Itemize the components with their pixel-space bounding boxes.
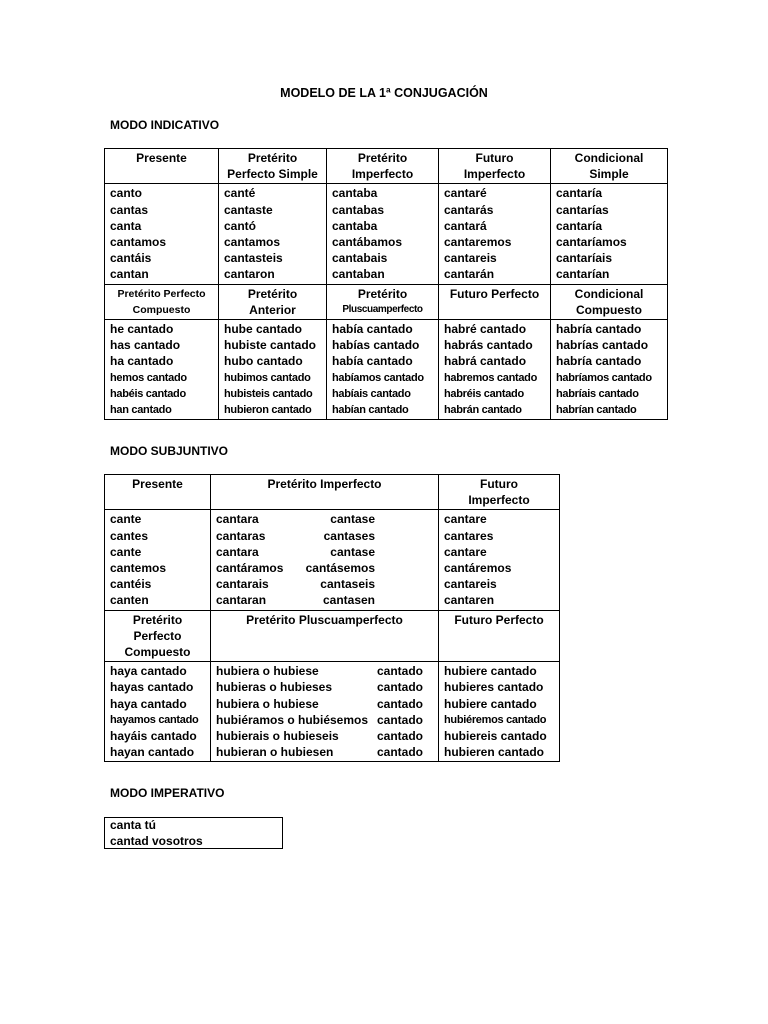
verb-form: habías cantado — [332, 338, 420, 353]
conjugation-cell — [439, 510, 560, 610]
verb-form: cantases — [323, 528, 375, 543]
subjuntivo-table — [104, 474, 560, 762]
verb-form: cante — [110, 544, 142, 559]
verb-form-pair — [216, 544, 433, 560]
verb-form: habían cantado — [332, 404, 409, 417]
verb-form: habíais cantado — [332, 387, 411, 400]
verb-form: cantaré — [444, 186, 487, 201]
indicativo-heading: MODO INDICATIVO — [110, 118, 220, 132]
verb-form-pair — [216, 576, 433, 592]
verb-form: hubiereis cantado — [444, 729, 547, 744]
verb-form: cantaron — [224, 267, 275, 282]
indicativo-header-cell — [105, 149, 219, 184]
verb-form: cantáramos — [216, 561, 284, 576]
indicativo-compound-forms-row — [105, 320, 668, 420]
verb-form: haya cantado — [110, 664, 187, 679]
header-line: Anterior — [249, 302, 296, 317]
header-line: Pretérito — [357, 151, 408, 165]
subjuntivo-header-cell — [211, 475, 439, 510]
verb-form: cantes — [110, 528, 149, 543]
verb-form: canto — [110, 186, 143, 201]
indicativo-simple-forms-row — [105, 184, 668, 284]
verb-form: cantaremos — [444, 235, 512, 250]
header-line: Simple — [589, 167, 629, 182]
subjuntivo-simple-header-row — [105, 475, 560, 510]
verb-form: cantarás — [444, 202, 494, 217]
verb-form: hubiera o hubiese — [216, 664, 319, 679]
header-line: Pretérito — [247, 151, 298, 165]
indicativo-header-cell — [327, 149, 439, 184]
verb-form: habéis cantado — [110, 387, 186, 400]
verb-form: han cantado — [110, 404, 172, 417]
verb-form: cantarías — [556, 202, 609, 217]
verb-form: había cantado — [332, 322, 413, 337]
verb-form-pair — [216, 728, 433, 744]
header-line: Futuro — [480, 477, 518, 491]
verb-form: hubieren cantado — [444, 745, 545, 760]
verb-form: hubo cantado — [224, 354, 303, 369]
verb-form: he cantado — [110, 322, 174, 337]
verb-form: cantábamos — [332, 235, 403, 250]
header-line: Pretérito Imperfecto — [267, 477, 382, 491]
imperativo-box — [104, 817, 283, 849]
verb-form: cantado — [376, 696, 423, 711]
header-line: Futuro Perfecto — [454, 612, 544, 627]
verb-form: hubiera o hubiese — [216, 696, 319, 711]
indicativo-header-cell — [219, 284, 327, 319]
conjugation-cell — [105, 662, 211, 762]
conjugation-cell — [219, 184, 327, 284]
verb-form: cantarán — [444, 267, 495, 282]
header-line: Futuro — [475, 151, 514, 165]
verb-form: hubieres cantado — [444, 680, 544, 695]
subjuntivo-header-cell — [105, 475, 211, 510]
verb-form-pair — [216, 592, 433, 608]
conjugation-cell — [105, 184, 219, 284]
verb-form: hubiere cantado — [444, 696, 537, 711]
verb-form: hube cantado — [224, 322, 303, 337]
imperativo-form: canta tú — [110, 818, 157, 832]
verb-form: cantabas — [332, 202, 385, 217]
verb-form: cante — [110, 512, 142, 527]
verb-form: hubiéramos o hubiésemos — [216, 712, 369, 727]
verb-form: habríais cantado — [556, 387, 639, 400]
verb-form-pair — [216, 511, 433, 527]
verb-form-pair — [216, 679, 433, 695]
verb-form: habíamos cantado — [332, 371, 424, 384]
verb-form: cantamos — [110, 235, 167, 250]
verb-form: hemos cantado — [110, 371, 187, 384]
verb-form: cantéis — [110, 577, 152, 592]
header-line: Pluscuamperfecto — [342, 303, 423, 315]
verb-form: cantara — [216, 544, 259, 559]
imperativo-heading: MODO IMPERATIVO — [110, 786, 225, 800]
indicativo-header-cell — [551, 284, 668, 319]
conjugation-cell — [439, 320, 551, 420]
conjugation-cell — [105, 510, 211, 610]
verb-form: cantado — [376, 680, 423, 695]
header-line: Pretérito Perfecto — [117, 287, 206, 300]
verb-form: hubisteis cantado — [224, 387, 313, 400]
verb-form: ha cantado — [110, 354, 174, 369]
verb-form: hubierais o hubieseis — [216, 729, 339, 744]
verb-form: habrías cantado — [556, 338, 649, 353]
verb-form: hubieran o hubiesen — [216, 745, 334, 760]
verb-form: cantáis — [110, 251, 152, 266]
verb-form: cantara — [216, 512, 259, 527]
verb-form: cantasen — [322, 593, 375, 608]
header-line: Presente — [132, 477, 183, 491]
header-line: Pretérito — [132, 612, 183, 627]
header-line: Futuro Perfecto — [449, 286, 540, 301]
header-line: Condicional — [574, 286, 644, 301]
verb-form: cantasteis — [224, 251, 283, 266]
verb-form: cantaban — [332, 267, 385, 282]
indicativo-header-cell — [551, 149, 668, 184]
verb-form: cantare — [444, 544, 487, 559]
conjugation-cell — [211, 510, 439, 610]
verb-form: cantará — [444, 218, 487, 233]
verb-form: cantado — [376, 712, 423, 727]
verb-form: hayáis cantado — [110, 729, 197, 744]
conjugation-cell — [439, 662, 560, 762]
verb-form: cantares — [444, 528, 494, 543]
verb-form: cantaran — [216, 593, 267, 608]
subjuntivo-compound-header-row — [105, 610, 560, 662]
subjuntivo-header-cell — [439, 475, 560, 510]
verb-form: cantarían — [556, 267, 610, 282]
subjuntivo-header-cell — [439, 610, 560, 662]
verb-form: haya cantado — [110, 696, 187, 711]
verb-form: habría cantado — [556, 322, 642, 337]
verb-form-pair — [216, 712, 433, 728]
subjuntivo-header-cell — [105, 610, 211, 662]
header-line: Perfecto Simple — [227, 167, 318, 182]
verb-form: habré cantado — [444, 322, 527, 337]
verb-form: hayamos cantado — [110, 713, 199, 726]
verb-form: cantase — [330, 544, 375, 559]
conjugation-cell — [211, 662, 439, 762]
indicativo-simple-header-row — [105, 149, 668, 184]
verb-form: cantemos — [110, 561, 167, 576]
conjugation-cell — [105, 320, 219, 420]
page-title: MODELO DE LA 1ª CONJUGACIÓN — [280, 86, 488, 100]
verb-form-pair — [216, 528, 433, 544]
verb-form: hubiéremos cantado — [444, 713, 547, 726]
conjugation-cell — [327, 184, 439, 284]
conjugation-cell — [327, 320, 439, 420]
verb-form-pair — [216, 696, 433, 712]
imperativo-form: cantad vosotros — [110, 833, 203, 848]
header-line: Pretérito Pluscuamperfecto — [246, 612, 403, 627]
verb-form: hubieron cantado — [224, 404, 312, 417]
verb-form: hubieras o hubieses — [216, 680, 333, 695]
verb-form: cantaría — [556, 186, 603, 201]
header-line: Imperfecto — [463, 167, 526, 182]
subjuntivo-simple-forms-row — [105, 510, 560, 610]
verb-form: cantáremos — [444, 561, 512, 576]
verb-form: hayan cantado — [110, 745, 195, 760]
indicativo-header-cell — [327, 284, 439, 319]
verb-form-pair — [216, 560, 433, 576]
verb-form: cantase — [330, 512, 375, 527]
verb-form: hayas cantado — [110, 680, 194, 695]
header-line: Compuesto — [576, 302, 642, 317]
verb-form: cantado — [376, 745, 423, 760]
conjugation-cell — [219, 320, 327, 420]
verb-form: habréis cantado — [444, 387, 524, 400]
header-line: Imperfecto — [468, 493, 530, 508]
subjuntivo-heading: MODO SUBJUNTIVO — [110, 444, 229, 458]
verb-form: cantareis — [444, 251, 497, 266]
verb-form: cantado — [376, 664, 423, 679]
verb-form: cantaren — [444, 593, 495, 608]
verb-form: cantan — [110, 267, 149, 282]
verb-form-pair — [216, 744, 433, 760]
header-line: Condicional — [574, 151, 644, 165]
header-line: Compuesto — [132, 303, 191, 316]
verb-form: había cantado — [332, 354, 413, 369]
verb-form: hubiere cantado — [444, 664, 537, 679]
verb-form: cantare — [444, 512, 487, 527]
verb-form: cantásemos — [305, 561, 375, 576]
verb-form: cantó — [224, 218, 257, 233]
verb-form: cantaba — [332, 218, 378, 233]
header-line: Perfecto — [133, 628, 182, 643]
verb-form: has cantado — [110, 338, 181, 353]
verb-form: canten — [110, 593, 149, 608]
verb-form: cantamos — [224, 235, 281, 250]
verb-form: cantabais — [332, 251, 388, 266]
subjuntivo-header-cell — [211, 610, 439, 662]
verb-form: cantaríamos — [556, 235, 627, 250]
verb-form: cantaste — [224, 202, 273, 217]
verb-form: cantaba — [332, 186, 378, 201]
verb-form: cantado — [376, 729, 423, 744]
verb-form-pair — [216, 663, 433, 679]
verb-form: hubimos cantado — [224, 371, 311, 384]
indicativo-table — [104, 148, 668, 420]
verb-form: cantarais — [216, 577, 269, 592]
verb-form: cantas — [110, 202, 149, 217]
verb-form: cantaras — [216, 528, 266, 543]
indicativo-header-cell — [439, 284, 551, 319]
verb-form: habríamos cantado — [556, 371, 652, 384]
verb-form: habrás cantado — [444, 338, 533, 353]
indicativo-header-cell — [439, 149, 551, 184]
verb-form: habrán cantado — [444, 404, 522, 417]
indicativo-compound-header-row — [105, 284, 668, 319]
conjugation-cell — [551, 320, 668, 420]
verb-form: cantareis — [444, 577, 497, 592]
verb-form: habrá cantado — [444, 354, 527, 369]
header-line: Compuesto — [124, 645, 191, 660]
indicativo-header-cell — [219, 149, 327, 184]
subjuntivo-compound-forms-row — [105, 662, 560, 762]
verb-form: cantaseis — [320, 577, 375, 592]
verb-form: cantaríais — [556, 251, 613, 266]
verb-form: cantaría — [556, 218, 603, 233]
conjugation-cell — [439, 184, 551, 284]
verb-form: hubiste cantado — [224, 338, 317, 353]
header-line: Imperfecto — [351, 167, 414, 182]
verb-form: habremos cantado — [444, 371, 538, 384]
conjugation-cell — [551, 184, 668, 284]
indicativo-header-cell — [105, 284, 219, 319]
verb-form: habrían cantado — [556, 404, 637, 417]
verb-form: canta — [110, 218, 142, 233]
header-line: Pretérito — [357, 286, 408, 301]
verb-form: habría cantado — [556, 354, 642, 369]
header-line: Pretérito — [247, 286, 298, 301]
verb-form: canté — [224, 186, 256, 201]
header-line: Presente — [136, 151, 187, 165]
